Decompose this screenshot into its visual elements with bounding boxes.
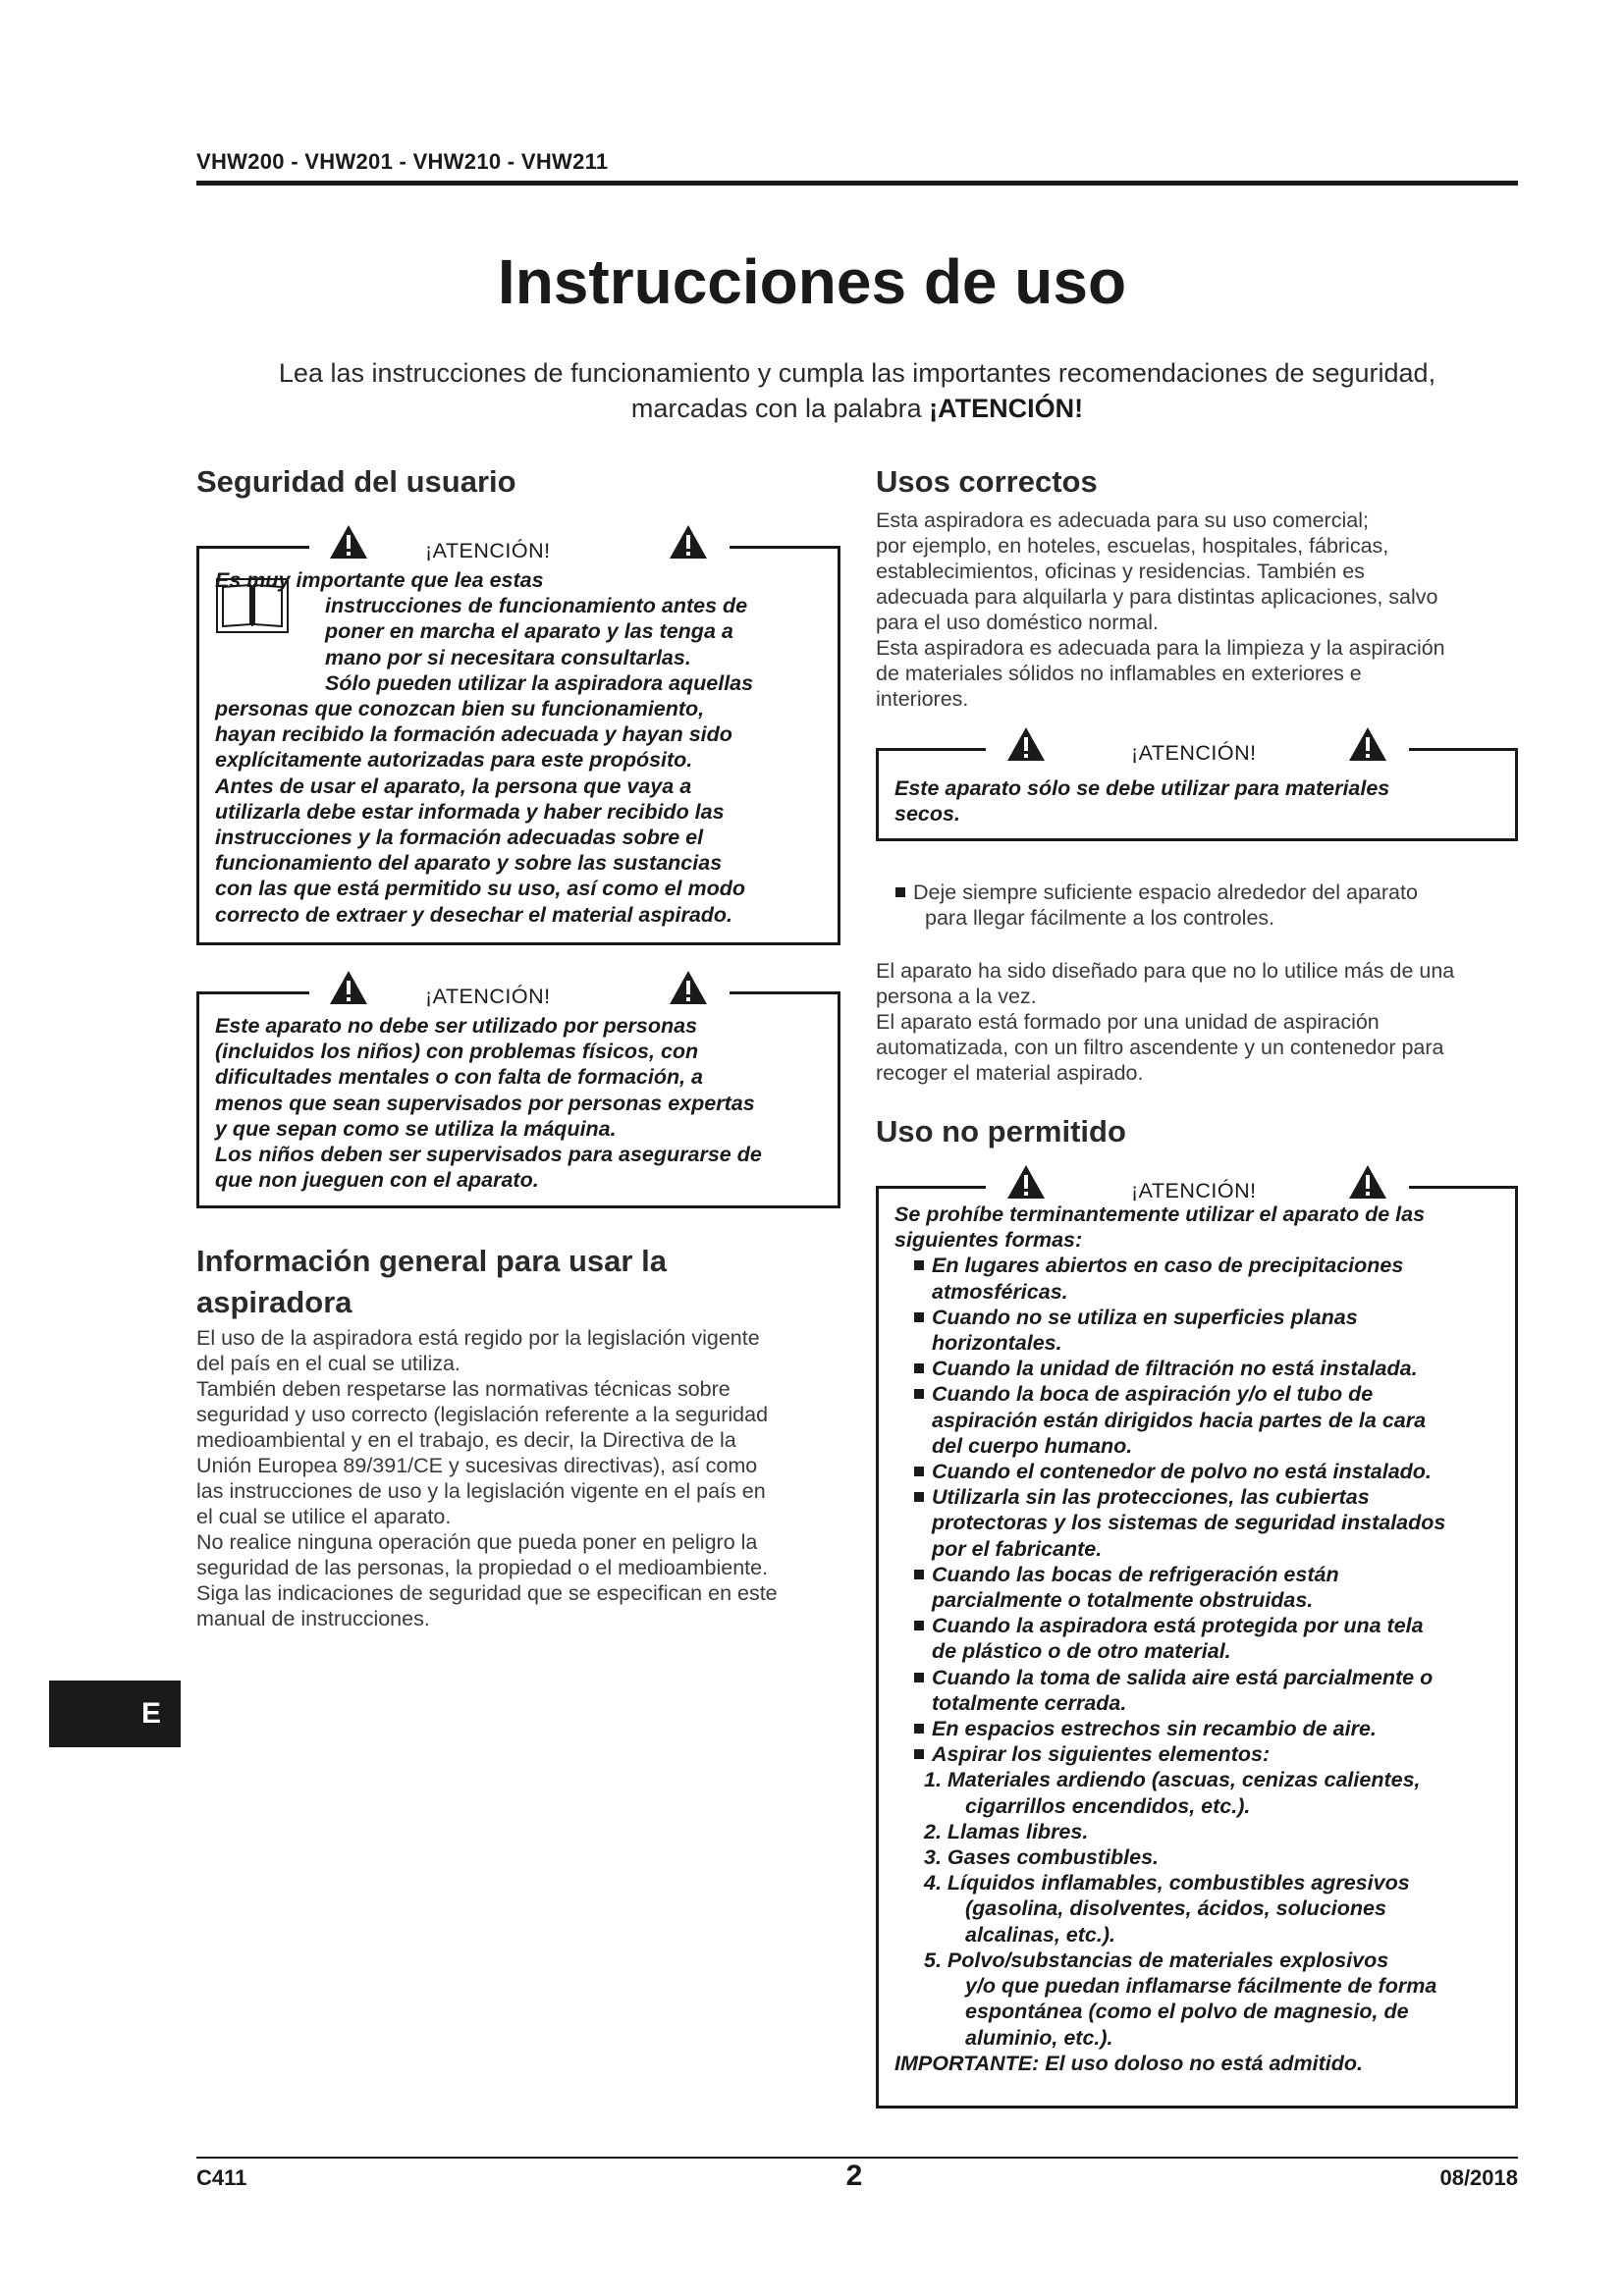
warning-label: ¡ATENCIÓN!	[1131, 1179, 1257, 1202]
warning-triangle-icon	[1348, 1164, 1387, 1200]
warning-label: ¡ATENCIÓN!	[1131, 741, 1257, 765]
warning-label: ¡ATENCIÓN!	[425, 985, 551, 1008]
list-item: En espacios estrechos sin recambio de aire.	[894, 1716, 1513, 1741]
footer-divider	[196, 2157, 1518, 2159]
warning-box-user-safety	[196, 539, 840, 945]
closing-note: IMPORTANTE: El uso doloso no está admitido.	[894, 2051, 1363, 2075]
list-item: Cuando no se utiliza en superficies planas	[894, 1305, 1513, 1330]
intro-line-2: marcadas con la palabra ¡ATENCIÓN!	[630, 394, 1084, 423]
list-item: Cuando la toma de salida aire está parcialmente o	[894, 1665, 1513, 1690]
footer-date: 08/2018	[1439, 2165, 1518, 2190]
page-title: Instrucciones de uso	[497, 246, 1127, 317]
warning-triangle-icon	[329, 524, 368, 560]
header-divider	[196, 181, 1518, 186]
list-item: Utilizarla sin las protecciones, las cubiertas	[894, 1484, 1513, 1510]
uso-no-permitido-heading: Uso no permitido	[876, 1114, 1126, 1148]
design-text: El aparato ha sido diseñado para que no lo utilice más de una persona a la vez. El aparato está formado por una unidad de aspiración automatizada, con un filtro ascendente y un contenedor para recoger el material aspirado.	[876, 959, 1455, 1085]
numbered-item: 3. Gases combustibles.	[924, 1845, 1160, 1870]
language-tab: E	[49, 1681, 181, 1747]
numbered-item: 4. Líquidos inflamables, combustibles agresivos	[924, 1871, 1410, 1896]
list-item: Cuando el contenedor de polvo no está instalado.	[894, 1459, 1513, 1484]
list-item: Cuando la boca de aspiración y/o el tubo de	[894, 1381, 1513, 1407]
page-number: 2	[845, 2160, 863, 2192]
numbered-item: 2. Llamas libres.	[924, 1819, 1089, 1843]
usos-correctos-text: Esta aspiradora es adecuada para su uso comercial; por ejemplo, en hoteles, escuelas, hospitales, fábricas, establecimientos, oficinas y residencias. También es adecuada para alquilarla y para distintas aplicaciones, salvo para el uso doméstico normal. Esta aspiradora es adecuada para la limpieza y la aspiración de materiales sólidos no inflamables en exteriores e interiores.	[876, 508, 1445, 711]
header-model-list: VHW200 - VHW201 - VHW210 - VHW211	[196, 149, 609, 174]
warning-box-dry-materials	[876, 741, 1518, 841]
warning-label: ¡ATENCIÓN!	[425, 539, 551, 562]
list-item: En lugares abiertos en caso de precipitaciones	[894, 1253, 1513, 1278]
warning-triangle-icon	[1006, 726, 1046, 762]
space-bullet: Deje siempre suficiente espacio alrededor del aparato para llegar fácilmente a los controles.	[895, 880, 1524, 931]
numbered-item: 1. Materiales ardiendo (ascuas, cenizas calientes,	[924, 1768, 1421, 1792]
list-item: Cuando las bocas de refrigeración están	[894, 1562, 1513, 1587]
info-general-heading: Información general para usar la aspiradora	[196, 1244, 667, 1319]
warning-triangle-icon	[669, 970, 708, 1005]
warning-triangle-icon	[1348, 726, 1387, 762]
warning-box-restricted-users	[196, 985, 840, 1208]
warning-triangle-icon	[329, 970, 368, 1005]
warning-text: Este aparato sólo se debe utilizar para materiales secos.	[894, 776, 1390, 827]
list-item: Cuando la unidad de filtración no está instalada.	[894, 1356, 1513, 1381]
list-item: Cuando la aspiradora está protegida por una tela	[894, 1613, 1513, 1638]
numbered-item: 5. Polvo/substancias de materiales explosivos	[924, 1948, 1389, 1972]
bullet-square-icon	[895, 887, 905, 897]
warning-triangle-icon	[1006, 1164, 1046, 1200]
list-item: Aspirar los siguientes elementos:	[894, 1741, 1513, 1767]
prohibited-uses-list: Se prohíbe terminantemente utilizar el aparato de las siguientes formas: En lugares abiertos en caso de precipitaciones atmosféricas. Cuando no se utiliza en superficies planas horizontales. Cuando la unidad de filtración no está instalada. Cuando la boca de aspiración y/o el tubo de aspiración están dirigidos hacia partes de la cara del cuerpo humano. Cuando el contenedor de polvo no está instalado. Utilizarla sin las protecciones, las cubiertas protectoras y los sistemas de seguridad instalados por el fabricante. Cuando las bocas de refrigeración están parcialmente o totalmente obstruidas. Cuando la aspiradora está protegida por una tela de plástico o de otro material. Cuando la toma de salida aire está parcialmente o totalmente cerrada. En espacios estrechos sin recambio de aire. Aspirar los siguientes elementos: 1. Materiales ardiendo (ascuas, cenizas calientes, cigarrillos encendidos, etc.). 2. Llamas libres. 3. Gases combustibles. 4. Líquidos inflamables, combustibles agresivos (gasolina, disolventes, ácidos, soluciones alcalinas, etc.). 5. Polvo/substancias de materiales explosivos y/o que puedan inflamarse fácilmente de forma espontánea (como el polvo de magnesio, de aluminio, etc.). IMPORTANTE: El uso doloso no está admitido.	[894, 1201, 1513, 2076]
warning-text: Este aparato no debe ser utilizado por personas (incluidos los niños) con problemas físicos, con dificultades mentales o con falta de formación, a menos que sean supervisados por personas expertas y que sepan como se utiliza la máquina. Los niños deben ser supervisados para asegurarse de que non jueguen con el aparato.	[215, 1014, 762, 1193]
usos-correctos-heading: Usos correctos	[876, 464, 1098, 499]
warning-text: Es muy importante que lea estas instrucciones de funcionamiento antes de poner en marcha el aparato y las tenga a mano por si necesitara consultarlas. Sólo pueden utilizar la aspiradora aquellas personas que conozcan bien su funcionamiento, hayan recibido la formación adecuada y hayan sido explícitamente autorizadas para este propósito. Antes de usar el aparato, la persona que vaya a utilizarla debe estar informada y haber recibido las instrucciones y la formación adecuadas sobre el funcionamiento del aparato y sobre las sustancias con las que está permitido su uso, así como el modo correcto de extraer y desechar el material aspirado.	[215, 568, 754, 927]
warning-triangle-icon	[669, 524, 708, 560]
intro-text	[196, 355, 1518, 426]
intro-line-1: Lea las instrucciones de funcionamiento y cumpla las importantes recomendaciones de seguridad,	[278, 358, 1436, 388]
info-general-text: El uso de la aspiradora está regido por la legislación vigente del país en el cual se utiliza. También deben respetarse las normativas técnicas sobre seguridad y uso correcto (legislación referente a la seguridad medioambiental y en el trabajo, es decir, la Directiva de la Unión Europea 89/391/CE y sucesivas directivas), así como las instrucciones de uso y la legislación vigente en el país en el cual se utilice el aparato. No realice ninguna operación que pueda poner en peligro la seguridad de las personas, la propiedad o el medioambiente. Siga las indicaciones de seguridad que se especifican en este manual de instrucciones.	[196, 1326, 778, 1630]
warning-box-prohibited-uses	[876, 1179, 1518, 2109]
seguridad-heading: Seguridad del usuario	[196, 464, 516, 499]
footer-code: C411	[196, 2165, 247, 2190]
